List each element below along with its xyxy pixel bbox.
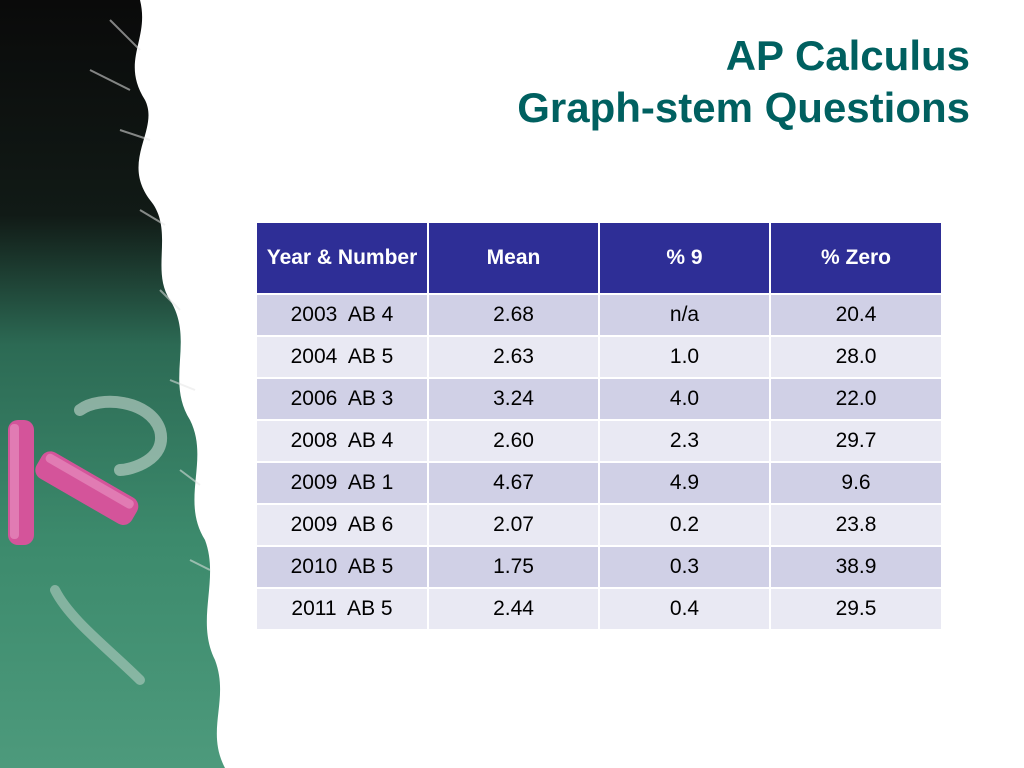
cell-percent-nine: n/a [599,294,770,336]
cell-year-number: 2008 AB 4 [257,420,428,462]
cell-mean: 1.75 [428,546,599,588]
results-table [257,223,941,631]
table-row [257,462,941,504]
cell-percent-zero: 38.9 [770,546,941,588]
cell-percent-nine: 0.4 [599,588,770,630]
cell-year-number: 2011 AB 5 [257,588,428,630]
cell-year-number: 2009 AB 1 [257,462,428,504]
cell-percent-nine: 0.3 [599,546,770,588]
cell-percent-nine: 1.0 [599,336,770,378]
cell-percent-nine: 0.2 [599,504,770,546]
table-row [257,336,941,378]
table-row [257,420,941,462]
header-year-number: Year & Number [257,223,428,294]
table-row [257,504,941,546]
cell-mean: 2.60 [428,420,599,462]
table-row [257,546,941,588]
cell-mean: 2.07 [428,504,599,546]
cell-year-number: 2010 AB 5 [257,546,428,588]
cell-year-number: 2004 AB 5 [257,336,428,378]
table-row [257,588,941,630]
chalk-piece-upright [8,420,34,545]
cell-mean: 2.68 [428,294,599,336]
table-row [257,378,941,420]
cell-percent-zero: 29.5 [770,588,941,630]
cell-percent-zero: 23.8 [770,504,941,546]
cell-year-number: 2003 AB 4 [257,294,428,336]
header-mean: Mean [428,223,599,294]
chalkboard-decoration [0,0,250,768]
table-row [257,294,941,336]
cell-mean: 2.44 [428,588,599,630]
cell-percent-nine: 4.9 [599,462,770,504]
header-percent-zero: % Zero [770,223,941,294]
title-line-2: Graph-stem Questions [517,84,970,131]
cell-percent-zero: 9.6 [770,462,941,504]
cell-mean: 3.24 [428,378,599,420]
header-percent-nine: % 9 [599,223,770,294]
slide-title [517,30,970,134]
cell-year-number: 2009 AB 6 [257,504,428,546]
title-line-1: AP Calculus [725,32,970,79]
cell-percent-zero: 22.0 [770,378,941,420]
cell-percent-zero: 29.7 [770,420,941,462]
cell-year-number: 2006 AB 3 [257,378,428,420]
cell-mean: 2.63 [428,336,599,378]
cell-percent-nine: 4.0 [599,378,770,420]
cell-percent-zero: 20.4 [770,294,941,336]
cell-mean: 4.67 [428,462,599,504]
header-row [257,223,941,294]
cell-percent-zero: 28.0 [770,336,941,378]
cell-percent-nine: 2.3 [599,420,770,462]
